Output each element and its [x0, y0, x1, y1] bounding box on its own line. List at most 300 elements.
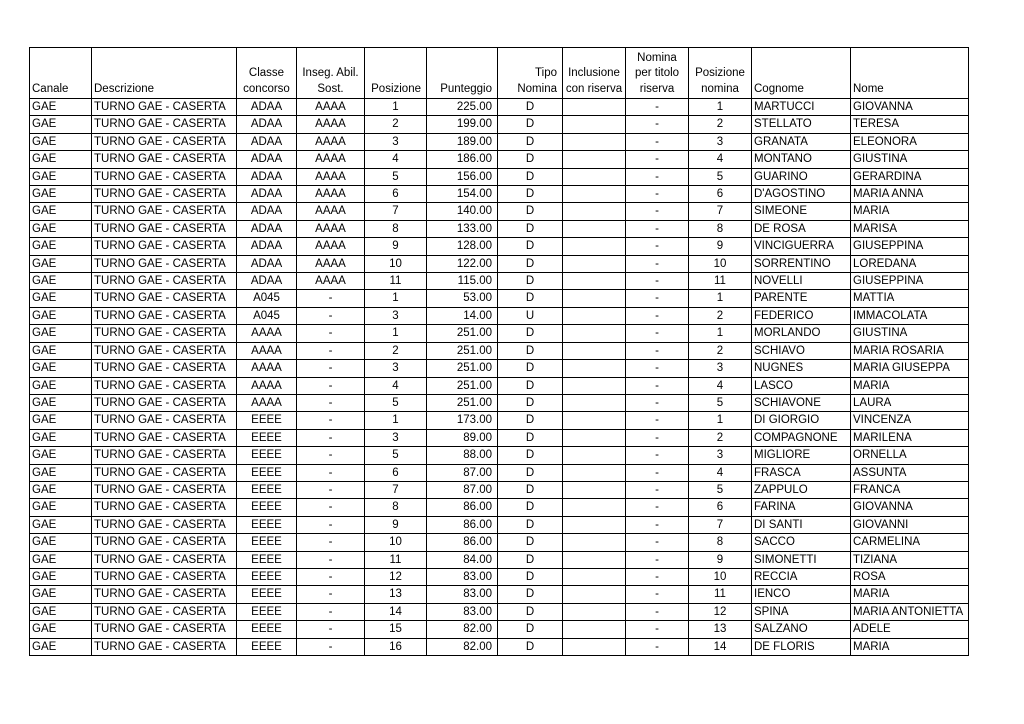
cell-nome: ROSA	[851, 568, 969, 585]
cell-inclusione-con-riserva	[563, 151, 626, 168]
cell-inseg-abil-sost: AAAA	[297, 116, 365, 133]
cell-tipo-nomina: D	[498, 342, 563, 359]
header-nome: Nome	[851, 48, 969, 99]
cell-nome: GIOVANNI	[851, 516, 969, 533]
cell-posizione: 2	[365, 342, 427, 359]
cell-descrizione: TURNO GAE - CASERTA	[92, 621, 237, 638]
cell-descrizione: TURNO GAE - CASERTA	[92, 377, 237, 394]
cell-cognome: PARENTE	[752, 290, 851, 307]
cell-tipo-nomina: D	[498, 516, 563, 533]
cell-cognome: FEDERICO	[752, 307, 851, 324]
cell-tipo-nomina: D	[498, 394, 563, 411]
table-row	[30, 203, 969, 220]
table-row	[30, 116, 969, 133]
header-inclusione-con-riserva: Inclusione con riserva	[563, 48, 626, 99]
cell-nome: GIUSEPPINA	[851, 273, 969, 290]
cell-nomina-per-titolo-riserva: -	[626, 220, 689, 237]
cell-posizione: 7	[365, 481, 427, 498]
cell-punteggio: 86.00	[427, 499, 498, 516]
cell-inclusione-con-riserva	[563, 168, 626, 185]
table-row	[30, 586, 969, 603]
cell-posizione-nomina: 5	[689, 481, 752, 498]
cell-inclusione-con-riserva	[563, 290, 626, 307]
cell-posizione: 3	[365, 133, 427, 150]
cell-nomina-per-titolo-riserva: -	[626, 290, 689, 307]
cell-classe-concorso: ADAA	[237, 220, 297, 237]
cell-canale: GAE	[30, 516, 92, 533]
cell-canale: GAE	[30, 499, 92, 516]
cell-inseg-abil-sost: -	[297, 429, 365, 446]
cell-cognome: DI GIORGIO	[752, 412, 851, 429]
table-row	[30, 516, 969, 533]
cell-descrizione: TURNO GAE - CASERTA	[92, 273, 237, 290]
cell-posizione: 1	[365, 412, 427, 429]
cell-posizione-nomina: 1	[689, 290, 752, 307]
cell-descrizione: TURNO GAE - CASERTA	[92, 603, 237, 620]
cell-nome: LOREDANA	[851, 255, 969, 272]
cell-nomina-per-titolo-riserva: -	[626, 203, 689, 220]
cell-descrizione: TURNO GAE - CASERTA	[92, 360, 237, 377]
cell-classe-concorso: EEEE	[237, 481, 297, 498]
cell-inclusione-con-riserva	[563, 394, 626, 411]
cell-inseg-abil-sost: AAAA	[297, 99, 365, 116]
cell-posizione-nomina: 5	[689, 394, 752, 411]
cell-cognome: GRANATA	[752, 133, 851, 150]
nomine-table	[29, 47, 969, 656]
cell-classe-concorso: A045	[237, 307, 297, 324]
cell-canale: GAE	[30, 534, 92, 551]
cell-inseg-abil-sost: -	[297, 534, 365, 551]
cell-nome: CARMELINA	[851, 534, 969, 551]
cell-inclusione-con-riserva	[563, 534, 626, 551]
cell-classe-concorso: EEEE	[237, 603, 297, 620]
cell-inclusione-con-riserva	[563, 133, 626, 150]
cell-descrizione: TURNO GAE - CASERTA	[92, 151, 237, 168]
cell-posizione-nomina: 4	[689, 151, 752, 168]
cell-classe-concorso: EEEE	[237, 568, 297, 585]
cell-punteggio: 128.00	[427, 238, 498, 255]
cell-nomina-per-titolo-riserva: -	[626, 255, 689, 272]
cell-cognome: MONTANO	[752, 151, 851, 168]
cell-nome: VINCENZA	[851, 412, 969, 429]
cell-inseg-abil-sost: -	[297, 551, 365, 568]
cell-punteggio: 173.00	[427, 412, 498, 429]
cell-descrizione: TURNO GAE - CASERTA	[92, 516, 237, 533]
cell-posizione-nomina: 11	[689, 586, 752, 603]
cell-cognome: MIGLIORE	[752, 447, 851, 464]
cell-cognome: COMPAGNONE	[752, 429, 851, 446]
cell-inclusione-con-riserva	[563, 342, 626, 359]
cell-posizione-nomina: 7	[689, 516, 752, 533]
cell-posizione: 13	[365, 586, 427, 603]
cell-inclusione-con-riserva	[563, 568, 626, 585]
cell-tipo-nomina: D	[498, 255, 563, 272]
cell-cognome: FRASCA	[752, 464, 851, 481]
cell-tipo-nomina: D	[498, 534, 563, 551]
cell-posizione-nomina: 10	[689, 568, 752, 585]
cell-punteggio: 83.00	[427, 568, 498, 585]
cell-classe-concorso: EEEE	[237, 586, 297, 603]
cell-nome: GIUSTINA	[851, 325, 969, 342]
cell-nomina-per-titolo-riserva: -	[626, 516, 689, 533]
cell-nome: MARIA ROSARIA	[851, 342, 969, 359]
cell-inseg-abil-sost: -	[297, 603, 365, 620]
table-row	[30, 307, 969, 324]
cell-punteggio: 83.00	[427, 586, 498, 603]
cell-posizione-nomina: 10	[689, 255, 752, 272]
cell-cognome: SIMONETTI	[752, 551, 851, 568]
cell-posizione: 5	[365, 394, 427, 411]
cell-tipo-nomina: D	[498, 429, 563, 446]
cell-punteggio: 251.00	[427, 360, 498, 377]
cell-inseg-abil-sost: -	[297, 586, 365, 603]
cell-nome: MARISA	[851, 220, 969, 237]
cell-inseg-abil-sost: -	[297, 360, 365, 377]
cell-cognome: D'AGOSTINO	[752, 186, 851, 203]
table-row	[30, 255, 969, 272]
cell-nome: TIZIANA	[851, 551, 969, 568]
cell-punteggio: 86.00	[427, 534, 498, 551]
cell-nomina-per-titolo-riserva: -	[626, 499, 689, 516]
cell-nome: MARIA	[851, 203, 969, 220]
cell-inseg-abil-sost: -	[297, 447, 365, 464]
cell-cognome: NOVELLI	[752, 273, 851, 290]
cell-punteggio: 251.00	[427, 377, 498, 394]
table-row	[30, 481, 969, 498]
cell-canale: GAE	[30, 447, 92, 464]
cell-cognome: STELLATO	[752, 116, 851, 133]
cell-posizione-nomina: 2	[689, 342, 752, 359]
cell-descrizione: TURNO GAE - CASERTA	[92, 534, 237, 551]
cell-posizione: 11	[365, 273, 427, 290]
cell-posizione-nomina: 9	[689, 238, 752, 255]
cell-inclusione-con-riserva	[563, 551, 626, 568]
cell-inseg-abil-sost: -	[297, 394, 365, 411]
cell-classe-concorso: ADAA	[237, 151, 297, 168]
cell-punteggio: 82.00	[427, 638, 498, 655]
cell-tipo-nomina: D	[498, 220, 563, 237]
cell-inclusione-con-riserva	[563, 603, 626, 620]
cell-punteggio: 225.00	[427, 99, 498, 116]
cell-classe-concorso: AAAA	[237, 325, 297, 342]
cell-tipo-nomina: D	[498, 116, 563, 133]
cell-inclusione-con-riserva	[563, 203, 626, 220]
cell-tipo-nomina: D	[498, 133, 563, 150]
header-inseg-abil-sost: Inseg. Abil. Sost.	[297, 48, 365, 99]
cell-tipo-nomina: D	[498, 481, 563, 498]
cell-inclusione-con-riserva	[563, 516, 626, 533]
cell-nome: GIUSEPPINA	[851, 238, 969, 255]
cell-posizione: 4	[365, 377, 427, 394]
cell-inclusione-con-riserva	[563, 499, 626, 516]
cell-nome: MARIA	[851, 638, 969, 655]
cell-cognome: RECCIA	[752, 568, 851, 585]
cell-inclusione-con-riserva	[563, 186, 626, 203]
cell-descrizione: TURNO GAE - CASERTA	[92, 325, 237, 342]
cell-canale: GAE	[30, 464, 92, 481]
cell-nomina-per-titolo-riserva: -	[626, 551, 689, 568]
cell-classe-concorso: ADAA	[237, 255, 297, 272]
cell-descrizione: TURNO GAE - CASERTA	[92, 186, 237, 203]
cell-posizione: 8	[365, 220, 427, 237]
cell-inseg-abil-sost: AAAA	[297, 186, 365, 203]
cell-nomina-per-titolo-riserva: -	[626, 238, 689, 255]
cell-nomina-per-titolo-riserva: -	[626, 116, 689, 133]
cell-punteggio: 88.00	[427, 447, 498, 464]
cell-classe-concorso: A045	[237, 290, 297, 307]
cell-inseg-abil-sost: -	[297, 290, 365, 307]
cell-classe-concorso: ADAA	[237, 186, 297, 203]
cell-posizione: 7	[365, 203, 427, 220]
cell-posizione-nomina: 11	[689, 273, 752, 290]
cell-posizione-nomina: 2	[689, 307, 752, 324]
cell-posizione-nomina: 5	[689, 168, 752, 185]
table-row	[30, 499, 969, 516]
table-row	[30, 603, 969, 620]
cell-canale: GAE	[30, 412, 92, 429]
cell-descrizione: TURNO GAE - CASERTA	[92, 551, 237, 568]
cell-nomina-per-titolo-riserva: -	[626, 638, 689, 655]
cell-cognome: DE ROSA	[752, 220, 851, 237]
cell-nome: MARIA ANNA	[851, 186, 969, 203]
cell-punteggio: 186.00	[427, 151, 498, 168]
cell-nome: ADELE	[851, 621, 969, 638]
cell-posizione-nomina: 3	[689, 133, 752, 150]
cell-nomina-per-titolo-riserva: -	[626, 534, 689, 551]
cell-descrizione: TURNO GAE - CASERTA	[92, 568, 237, 585]
cell-nome: GIOVANNA	[851, 99, 969, 116]
cell-descrizione: TURNO GAE - CASERTA	[92, 481, 237, 498]
cell-posizione-nomina: 12	[689, 603, 752, 620]
cell-classe-concorso: EEEE	[237, 534, 297, 551]
cell-nome: MATTIA	[851, 290, 969, 307]
cell-nomina-per-titolo-riserva: -	[626, 273, 689, 290]
cell-cognome: DE FLORIS	[752, 638, 851, 655]
cell-punteggio: 199.00	[427, 116, 498, 133]
cell-canale: GAE	[30, 551, 92, 568]
cell-posizione-nomina: 4	[689, 377, 752, 394]
cell-inclusione-con-riserva	[563, 481, 626, 498]
cell-nomina-per-titolo-riserva: -	[626, 342, 689, 359]
table-row	[30, 168, 969, 185]
cell-inseg-abil-sost: AAAA	[297, 255, 365, 272]
cell-nomina-per-titolo-riserva: -	[626, 307, 689, 324]
cell-posizione: 3	[365, 429, 427, 446]
cell-posizione-nomina: 6	[689, 186, 752, 203]
header-cognome: Cognome	[752, 48, 851, 99]
cell-canale: GAE	[30, 151, 92, 168]
cell-posizione: 5	[365, 168, 427, 185]
cell-tipo-nomina: D	[498, 99, 563, 116]
cell-descrizione: TURNO GAE - CASERTA	[92, 638, 237, 655]
cell-inseg-abil-sost: -	[297, 412, 365, 429]
cell-canale: GAE	[30, 290, 92, 307]
cell-tipo-nomina: D	[498, 638, 563, 655]
cell-descrizione: TURNO GAE - CASERTA	[92, 238, 237, 255]
cell-tipo-nomina: D	[498, 273, 563, 290]
cell-inclusione-con-riserva	[563, 99, 626, 116]
header-descrizione: Descrizione	[92, 48, 237, 99]
cell-inseg-abil-sost: AAAA	[297, 273, 365, 290]
cell-inclusione-con-riserva	[563, 447, 626, 464]
cell-tipo-nomina: D	[498, 447, 563, 464]
cell-canale: GAE	[30, 133, 92, 150]
cell-nomina-per-titolo-riserva: -	[626, 481, 689, 498]
header-posizione: Posizione	[365, 48, 427, 99]
cell-tipo-nomina: D	[498, 168, 563, 185]
table-row	[30, 568, 969, 585]
cell-posizione-nomina: 8	[689, 220, 752, 237]
cell-nome: MARIA	[851, 377, 969, 394]
cell-canale: GAE	[30, 377, 92, 394]
cell-inclusione-con-riserva	[563, 116, 626, 133]
cell-posizione-nomina: 9	[689, 551, 752, 568]
cell-canale: GAE	[30, 99, 92, 116]
table-row	[30, 621, 969, 638]
cell-nome: MARIA	[851, 586, 969, 603]
table-row	[30, 360, 969, 377]
cell-nome: FRANCA	[851, 481, 969, 498]
cell-nomina-per-titolo-riserva: -	[626, 325, 689, 342]
cell-nome: IMMACOLATA	[851, 307, 969, 324]
cell-classe-concorso: ADAA	[237, 116, 297, 133]
cell-tipo-nomina: D	[498, 325, 563, 342]
cell-descrizione: TURNO GAE - CASERTA	[92, 133, 237, 150]
cell-nomina-per-titolo-riserva: -	[626, 568, 689, 585]
cell-inseg-abil-sost: -	[297, 499, 365, 516]
cell-canale: GAE	[30, 273, 92, 290]
cell-tipo-nomina: D	[498, 586, 563, 603]
cell-canale: GAE	[30, 360, 92, 377]
cell-inseg-abil-sost: -	[297, 568, 365, 585]
cell-tipo-nomina: D	[498, 568, 563, 585]
cell-canale: GAE	[30, 238, 92, 255]
cell-inseg-abil-sost: -	[297, 621, 365, 638]
cell-cognome: NUGNES	[752, 360, 851, 377]
cell-inclusione-con-riserva	[563, 621, 626, 638]
cell-nomina-per-titolo-riserva: -	[626, 447, 689, 464]
cell-inseg-abil-sost: -	[297, 638, 365, 655]
table-row	[30, 412, 969, 429]
table-row	[30, 290, 969, 307]
cell-posizione: 11	[365, 551, 427, 568]
cell-posizione-nomina: 2	[689, 429, 752, 446]
cell-posizione: 10	[365, 255, 427, 272]
cell-classe-concorso: EEEE	[237, 621, 297, 638]
cell-inseg-abil-sost: -	[297, 307, 365, 324]
cell-punteggio: 87.00	[427, 464, 498, 481]
cell-punteggio: 14.00	[427, 307, 498, 324]
header-row	[30, 48, 969, 99]
cell-canale: GAE	[30, 186, 92, 203]
cell-tipo-nomina: D	[498, 499, 563, 516]
cell-classe-concorso: EEEE	[237, 429, 297, 446]
cell-cognome: MARTUCCI	[752, 99, 851, 116]
cell-nomina-per-titolo-riserva: -	[626, 621, 689, 638]
cell-cognome: ZAPPULO	[752, 481, 851, 498]
cell-canale: GAE	[30, 342, 92, 359]
cell-descrizione: TURNO GAE - CASERTA	[92, 447, 237, 464]
header-tipo-nomina: Tipo Nomina	[498, 48, 563, 99]
cell-punteggio: 154.00	[427, 186, 498, 203]
cell-punteggio: 140.00	[427, 203, 498, 220]
cell-inseg-abil-sost: -	[297, 325, 365, 342]
table-row	[30, 429, 969, 446]
cell-tipo-nomina: D	[498, 551, 563, 568]
cell-descrizione: TURNO GAE - CASERTA	[92, 394, 237, 411]
cell-punteggio: 84.00	[427, 551, 498, 568]
cell-posizione: 6	[365, 464, 427, 481]
table-row	[30, 377, 969, 394]
table-row	[30, 551, 969, 568]
cell-cognome: GUARINO	[752, 168, 851, 185]
cell-classe-concorso: EEEE	[237, 516, 297, 533]
cell-tipo-nomina: D	[498, 151, 563, 168]
cell-classe-concorso: EEEE	[237, 412, 297, 429]
cell-nomina-per-titolo-riserva: -	[626, 377, 689, 394]
cell-tipo-nomina: D	[498, 238, 563, 255]
header-posizione-nomina: Posizione nomina	[689, 48, 752, 99]
table-row	[30, 464, 969, 481]
cell-cognome: SIMEONE	[752, 203, 851, 220]
cell-classe-concorso: ADAA	[237, 133, 297, 150]
cell-descrizione: TURNO GAE - CASERTA	[92, 168, 237, 185]
cell-punteggio: 189.00	[427, 133, 498, 150]
cell-tipo-nomina: D	[498, 621, 563, 638]
cell-inclusione-con-riserva	[563, 638, 626, 655]
cell-descrizione: TURNO GAE - CASERTA	[92, 255, 237, 272]
cell-inclusione-con-riserva	[563, 377, 626, 394]
table-row	[30, 534, 969, 551]
table-row	[30, 220, 969, 237]
cell-classe-concorso: AAAA	[237, 394, 297, 411]
cell-posizione: 2	[365, 116, 427, 133]
cell-posizione: 4	[365, 151, 427, 168]
cell-canale: GAE	[30, 394, 92, 411]
cell-nome: GIOVANNA	[851, 499, 969, 516]
cell-descrizione: TURNO GAE - CASERTA	[92, 464, 237, 481]
cell-tipo-nomina: D	[498, 412, 563, 429]
cell-canale: GAE	[30, 481, 92, 498]
cell-inclusione-con-riserva	[563, 220, 626, 237]
cell-cognome: MORLANDO	[752, 325, 851, 342]
cell-canale: GAE	[30, 325, 92, 342]
cell-posizione: 1	[365, 325, 427, 342]
cell-tipo-nomina: D	[498, 603, 563, 620]
cell-inclusione-con-riserva	[563, 360, 626, 377]
table-row	[30, 99, 969, 116]
cell-nomina-per-titolo-riserva: -	[626, 151, 689, 168]
cell-nomina-per-titolo-riserva: -	[626, 133, 689, 150]
cell-posizione: 1	[365, 290, 427, 307]
cell-inclusione-con-riserva	[563, 307, 626, 324]
cell-posizione-nomina: 1	[689, 99, 752, 116]
cell-posizione: 6	[365, 186, 427, 203]
cell-posizione-nomina: 13	[689, 621, 752, 638]
cell-classe-concorso: AAAA	[237, 360, 297, 377]
cell-cognome: VINCIGUERRA	[752, 238, 851, 255]
cell-classe-concorso: EEEE	[237, 447, 297, 464]
cell-inseg-abil-sost: -	[297, 342, 365, 359]
cell-punteggio: 122.00	[427, 255, 498, 272]
cell-nome: ELEONORA	[851, 133, 969, 150]
table-row	[30, 133, 969, 150]
cell-classe-concorso: ADAA	[237, 273, 297, 290]
cell-punteggio: 115.00	[427, 273, 498, 290]
cell-cognome: IENCO	[752, 586, 851, 603]
cell-inseg-abil-sost: -	[297, 481, 365, 498]
cell-nomina-per-titolo-riserva: -	[626, 168, 689, 185]
